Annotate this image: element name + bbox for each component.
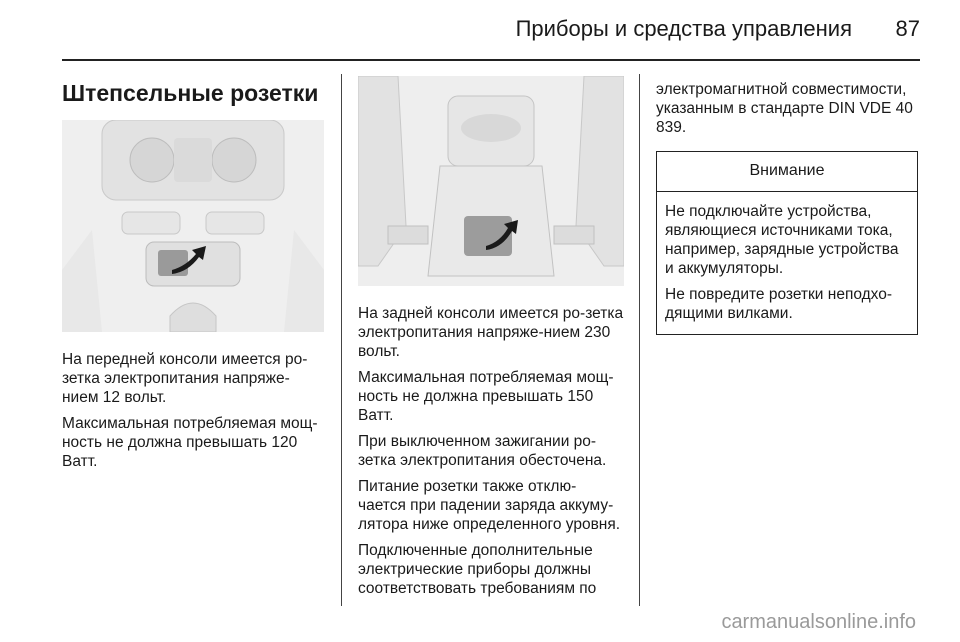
paragraph: Подключенные дополнительные электрические приборы должны соответствовать требованиям по (358, 542, 597, 597)
paragraph: электромагнитной совместимости, указанным в стандарте DIN VDE 40 839. (656, 81, 913, 136)
section-title: Штепсельные розетки (62, 80, 319, 106)
paragraph: Питание розетки также отклю-чается при падении заряда аккуму-лятора ниже определенного уровня. (358, 478, 621, 533)
paragraph: При выключенном зажигании ро-зетка электропитания обесточена. (358, 433, 607, 469)
column-2 (358, 70, 624, 605)
header-title: Приборы и средства управления (515, 16, 852, 41)
column-divider (341, 74, 342, 606)
paragraph: Максимальная потребляемая мощ-ность не должна превышать 120 Ватт. (62, 415, 318, 470)
rear-console-socket-image (358, 76, 624, 286)
paragraph: Максимальная потребляемая мощ-ность не должна превышать 150 Ватт. (358, 369, 614, 424)
warning-box (656, 151, 918, 335)
column-1 (62, 70, 324, 478)
paragraph: На задней консоли имеется ро-зетка электропитания напряже-нием 230 вольт. (358, 305, 624, 360)
front-console-socket-image (62, 120, 324, 332)
watermark: carmanualsonline.info (721, 611, 916, 633)
warning-paragraph: Не подключайте устройства, являющиеся источниками тока, например, зарядные устройства и аккумуляторы. (665, 203, 899, 277)
paragraph: На передней консоли имеется ро-зетка электропитания напряже-нием 12 вольт. (62, 351, 308, 406)
column-3 (656, 70, 918, 335)
page-number: 87 (895, 16, 920, 41)
warning-paragraph: Не повредите розетки неподхо-дящими вилками. (665, 286, 893, 322)
header-rule (62, 59, 920, 61)
column-divider (639, 74, 640, 606)
warning-title: Внимание (657, 152, 917, 192)
